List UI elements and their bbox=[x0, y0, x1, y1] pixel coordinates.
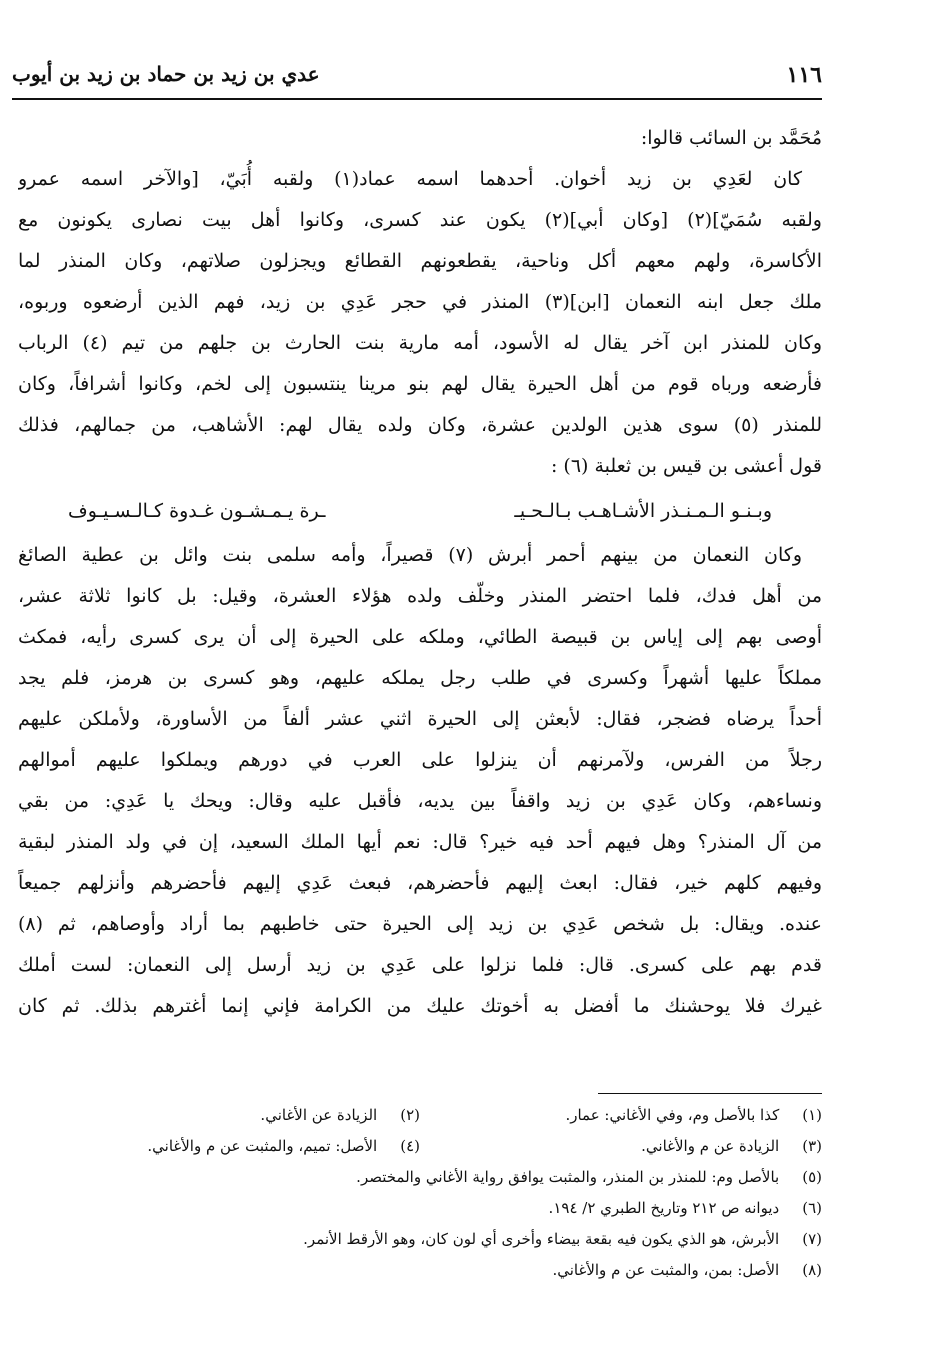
footnote-number: (٨) bbox=[802, 1261, 822, 1279]
text-line: الأكاسرة، ولهم معهم أكل وناحية، يقطعونهم القطائع ويجزلون صلاتهم، وكان المنذر لما bbox=[18, 250, 822, 272]
footnote-text: الزيادة عن الأغاني. bbox=[260, 1106, 378, 1124]
text-line: أحداً يرضاه فضجر، فقال: لأبعثن إلى الحيرة اثني عشر ألفاً من الأساورة، ولأملكن عليهم bbox=[18, 708, 822, 730]
text-line: من أهل فدك، فلما احتضر المنذر وخلّف ولده هؤلاء العشرة، وقيل: بل كانوا ثلاثة عشر، bbox=[18, 585, 822, 607]
text-line: قدم بهم على كسرى. قال: فلما نزلوا على عَدِي بن زيد أرسل إلى النعمان: لست أملك bbox=[18, 954, 822, 976]
footnote-row bbox=[18, 1131, 822, 1162]
footnote-number: (٧) bbox=[802, 1230, 822, 1248]
text-line: فأرضعه ورباه قوم من أهل الحيرة يقال لهم بنو مرينا ينتسبون إلى لخم، وكانوا أشرافاً، وكان bbox=[18, 373, 822, 395]
footnote-number: (٥) bbox=[802, 1168, 822, 1186]
footnote-row bbox=[18, 1255, 822, 1286]
text-line: كان لعَدِي بن زيد أخوان. أحدهما اسمه عماد(١) ولقبه أُبَيّ، [والآخر اسمه عمرو bbox=[18, 168, 802, 190]
footnote bbox=[18, 1255, 822, 1286]
main-text bbox=[18, 118, 822, 1027]
intro-line: مُحَمَّد بن السائب قالوا: bbox=[640, 127, 822, 149]
footnote-text: الأصل: تميم، والمثبت عن م والأغاني. bbox=[147, 1137, 378, 1155]
page-header bbox=[12, 54, 822, 100]
text-line: ونساءهم، وكان عَدِي بن زيد واقفاً بين يديه، فأقبل عليه وقال: ويحك يا عَدِي: من بقي bbox=[18, 790, 822, 812]
footnote-text: الأصل: بمن، والمثبت عن م والأغاني. bbox=[552, 1261, 780, 1279]
footnote bbox=[420, 1131, 822, 1162]
footnote bbox=[420, 1100, 822, 1131]
footnote-row bbox=[18, 1100, 822, 1131]
text-line: غيرك فلا يوحشنك ما أفضل به أخوتك عليك من الكرامة فإني إنما أغترهم بذلك. ثم كان bbox=[18, 995, 822, 1017]
footnote-number: (٦) bbox=[802, 1199, 822, 1217]
poem-second-hemistich: ـرة يـمـشـون غـدوة كـالـسـيـوف bbox=[68, 500, 326, 522]
text-line: عنده. ويقال: بل شخص عَدِي بن زيد إلى الحيرة حتى خاطبهم بما أراد وأوصاهم، ثم (٨) bbox=[18, 913, 822, 935]
text-line: وفيهم كلهم خير، فقال: ابعث إليهم فأحضرهم، فبعث عَدِي إليهم فأحضرهم وأنزلهم جميعاً bbox=[18, 872, 822, 894]
text-line: قول أعشى بن قيس بن ثعلبة (٦) : bbox=[550, 455, 822, 477]
poem-first-hemistich: وبـنـو الـمـنـذر الأشـاهـب بـالـحـيـ bbox=[514, 500, 772, 522]
footnote-text: بالأصل وم: للمنذر بن المنذر، والمثبت يوافق رواية الأغاني والمختصر. bbox=[356, 1168, 780, 1186]
page-number: ١١٦ bbox=[786, 62, 822, 88]
footnote-row bbox=[18, 1224, 822, 1255]
poem-verse bbox=[18, 487, 822, 535]
footnote-divider bbox=[598, 1093, 822, 1094]
footnote-number: (١) bbox=[802, 1106, 822, 1124]
text-line: رجلاً من الفرس، ولآمرنهم أن ينزلوا على العرب في دورهم ويملكوا عليهم أموالهم bbox=[18, 749, 822, 771]
text-line: من آل المنذر؟ وهل فيهم أحد فيه خير؟ قال: نعم أيها الملك السعيد، إن في ولد المنذر لبقية bbox=[18, 831, 822, 853]
text-line: مملكاً عليها أشهراً وكسرى في طلب رجل يملكه عليهم، وهو كسرى بن هرمز، فلم يجد bbox=[18, 667, 822, 689]
footnote bbox=[18, 1224, 822, 1255]
running-title: عدي بن زيد بن حماد بن زيد بن أيوب bbox=[12, 62, 320, 86]
text-line: للمنذر (٥) سوى هذين الولدين عشرة، وكان ولده يقال لهم: الأشاهب، من جمالهم، فذلك bbox=[18, 414, 822, 436]
footnote-text: ديوانه ص ٢١٢ وتاريخ الطبري ٢/ ١٩٤. bbox=[548, 1199, 780, 1217]
footnote bbox=[18, 1100, 420, 1131]
footnote-row bbox=[18, 1193, 822, 1224]
text-line: ولقبه سُمَيّ](٢) [وكان أبي](٢) يكون عند كسرى، وكانوا أهل بيت نصارى يكونون مع bbox=[18, 209, 822, 231]
text-line: ملك جعل ابنه النعمان [ابن](٣) المنذر في حجر عَدِي بن زيد، فهم الذين أرضعوه وربوه، bbox=[18, 291, 822, 313]
text-line: وكان النعمان من بينهم أحمر أبرش (٧) قصيراً، وأمه سلمى بنت وائل بن عطية الصائغ bbox=[18, 544, 802, 566]
footnote-number: (٢) bbox=[400, 1106, 420, 1124]
footnote-text: كذا بالأصل وم، وفي الأغاني: عمار. bbox=[565, 1106, 780, 1124]
text-line: وكان للمنذر ابن آخر يقال له الأسود، أمه مارية بنت الحارث بن جلهم من تيم (٤) الرباب bbox=[18, 332, 822, 354]
footnote-number: (٣) bbox=[802, 1137, 822, 1155]
footnote bbox=[18, 1131, 420, 1162]
footnote-text: الزيادة عن م والأغاني. bbox=[641, 1137, 780, 1155]
footnote bbox=[18, 1193, 822, 1224]
text-line: أوصى بهم إلى إياس بن قبيصة الطائي، وملكه على الحيرة إلى أن يرى كسرى رأيه، فمكث bbox=[18, 626, 822, 648]
footnote bbox=[18, 1162, 822, 1193]
footnote-text: الأبرش، هو الذي يكون فيه بقعة بيضاء وأخرى أي لون كان، وهو الأرقط الأنمر. bbox=[303, 1230, 780, 1248]
footnote-row bbox=[18, 1162, 822, 1193]
footnotes bbox=[18, 1100, 822, 1286]
footnote-number: (٤) bbox=[400, 1137, 420, 1155]
